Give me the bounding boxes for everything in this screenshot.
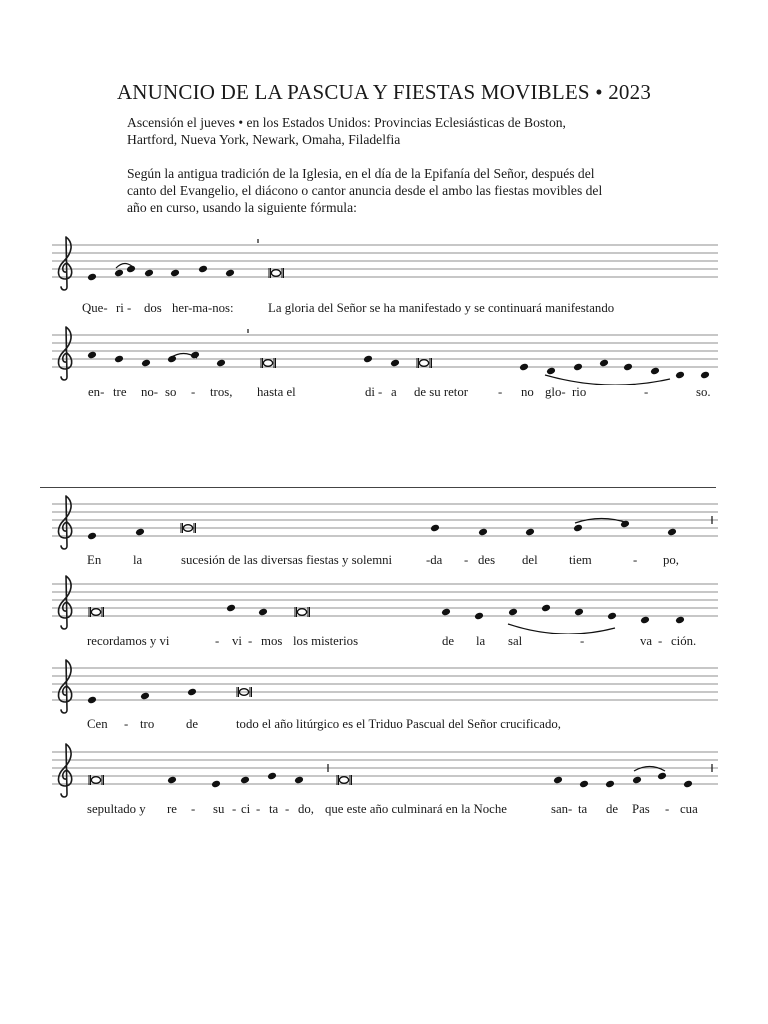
- breve-note: [91, 777, 100, 784]
- note-head: [240, 776, 250, 785]
- lyric-syllable: a: [391, 385, 397, 399]
- lyric-syllable: en-: [88, 385, 105, 399]
- lyric-syllable: recordamos y vi: [87, 634, 170, 648]
- note-head: [675, 371, 685, 380]
- note-head: [650, 367, 660, 376]
- note-head: [525, 528, 535, 537]
- lyric-syllable: -: [665, 802, 670, 816]
- lyric-syllable: -: [658, 634, 663, 648]
- note-head: [87, 532, 97, 541]
- note-head: [474, 612, 484, 621]
- lyric-syllable: -: [124, 717, 129, 731]
- note-head: [170, 269, 180, 278]
- note-head: [87, 351, 97, 360]
- note-head: [140, 692, 150, 701]
- lyric-syllable: va: [640, 634, 653, 648]
- breve-note: [271, 270, 280, 277]
- note-head: [267, 772, 277, 781]
- music-staff: [0, 658, 768, 718]
- lyric-syllable: los misterios: [293, 634, 359, 648]
- note-head: [225, 269, 235, 278]
- note-head: [198, 265, 208, 274]
- lyric-syllable: -: [580, 634, 585, 648]
- lyric-syllable: po,: [663, 553, 679, 567]
- note-head: [141, 359, 151, 368]
- slur-mark: [575, 519, 628, 524]
- lyric-syllable: cua: [680, 802, 698, 816]
- music-staff: [0, 574, 768, 634]
- breve-note: [419, 360, 428, 367]
- instructions-line: canto del Evangelio, el diácono o cantor anuncia desde el ambo las fiestas movibles del: [127, 183, 603, 198]
- lyric-syllable: vi: [232, 634, 242, 648]
- lyric-syllable: di: [365, 385, 375, 399]
- slur-mark: [545, 375, 670, 385]
- note-head: [114, 269, 124, 278]
- lyric-syllable: no-: [141, 385, 159, 399]
- lyric-syllable: -: [256, 802, 261, 816]
- lyric-syllable: La gloria del Señor se ha manifestado y se continuará manifestando: [268, 301, 615, 315]
- lyric-syllable: la: [133, 553, 143, 567]
- lyric-syllable: de: [442, 634, 455, 648]
- lyric-syllable: la: [476, 634, 486, 648]
- note-head: [167, 355, 177, 364]
- note-head: [632, 776, 642, 785]
- breve-note: [263, 360, 272, 367]
- lyric-syllable: -: [191, 802, 196, 816]
- lyric-syllable: ta: [578, 802, 588, 816]
- lyric-syllable: des: [478, 553, 496, 567]
- music-staff: [0, 235, 768, 295]
- note-head: [390, 359, 400, 368]
- note-head: [87, 273, 97, 282]
- lyric-syllable: tre: [113, 385, 127, 399]
- lyric-syllable: so.: [696, 385, 711, 399]
- lyric-syllable: do,: [298, 802, 314, 816]
- note-head: [135, 528, 145, 537]
- note-head: [541, 604, 551, 613]
- note-head: [574, 608, 584, 617]
- lyric-syllable: -da: [426, 553, 443, 567]
- lyrics-line: [0, 717, 768, 737]
- lyric-syllable: hasta el: [257, 385, 296, 399]
- lyric-syllable: -: [644, 385, 649, 399]
- note-head: [667, 528, 677, 537]
- lyric-syllable: ci: [241, 802, 251, 816]
- lyric-syllable: En: [87, 553, 102, 567]
- note-head: [546, 367, 556, 376]
- lyric-syllable: de su retor: [414, 385, 469, 399]
- lyric-syllable: san-: [551, 802, 573, 816]
- intro-paragraph: [127, 114, 667, 148]
- page-title: ANUNCIO DE LA PASCUA Y FIESTAS MOVIBLES • 2023: [116, 80, 652, 104]
- lyric-syllable: -: [633, 553, 638, 567]
- note-head: [430, 524, 440, 533]
- note-head: [363, 355, 373, 364]
- lyric-syllable: de: [606, 802, 619, 816]
- lyric-syllable: que este año culminará en la Noche: [325, 802, 507, 816]
- music-staff: [0, 742, 768, 802]
- note-head: [478, 528, 488, 537]
- lyric-syllable: -: [464, 553, 469, 567]
- intro-line: Ascensión el jueves • en los Estados Unidos: Provincias Eclesiásticas de Boston,: [127, 115, 566, 130]
- note-head: [294, 776, 304, 785]
- instructions-line: año en curso, usando la siguiente fórmula:: [127, 200, 357, 215]
- lyric-syllable: -: [378, 385, 383, 399]
- lyric-syllable: glo-: [545, 385, 566, 399]
- lyric-syllable: sucesión de las diversas fiestas y solemni: [181, 553, 393, 567]
- lyric-syllable: tro: [140, 717, 155, 731]
- note-head: [167, 776, 177, 785]
- breve-note: [339, 777, 348, 784]
- note-head: [657, 772, 667, 781]
- lyric-syllable: tros,: [210, 385, 233, 399]
- note-head: [623, 363, 633, 372]
- note-head: [700, 371, 710, 380]
- note-head: [114, 355, 124, 364]
- note-head: [144, 269, 154, 278]
- note-head: [605, 780, 615, 789]
- note-head: [258, 608, 268, 617]
- lyric-syllable: Que-: [82, 301, 108, 315]
- lyric-syllable: Pas: [632, 802, 650, 816]
- lyric-syllable: sepultado y: [87, 802, 146, 816]
- note-head: [441, 608, 451, 617]
- lyric-syllable: -: [232, 802, 237, 816]
- lyrics-line: [0, 301, 768, 321]
- lyric-syllable: her-ma-nos:: [172, 301, 234, 315]
- lyrics-line: [0, 385, 768, 405]
- lyric-syllable: del: [522, 553, 538, 567]
- note-head: [187, 688, 197, 697]
- lyric-syllable: so: [165, 385, 177, 399]
- lyric-syllable: -: [215, 634, 220, 648]
- note-head: [579, 780, 589, 789]
- instructions-paragraph: [127, 165, 667, 216]
- slur-mark: [508, 624, 615, 634]
- lyric-syllable: su: [213, 802, 225, 816]
- lyric-syllable: -: [248, 634, 253, 648]
- lyric-syllable: mos: [261, 634, 283, 648]
- breve-note: [91, 609, 100, 616]
- note-head: [519, 363, 529, 372]
- intro-line: Hartford, Nueva York, Newark, Omaha, Filadelfia: [127, 132, 401, 147]
- lyric-syllable: todo el año litúrgico es el Triduo Pascual del Señor crucificado,: [236, 717, 561, 731]
- note-head: [226, 604, 236, 613]
- lyric-syllable: -: [285, 802, 290, 816]
- lyric-syllable: rio: [572, 385, 587, 399]
- lyrics-line: [0, 634, 768, 654]
- section-divider: [40, 487, 716, 488]
- note-head: [508, 608, 518, 617]
- lyric-syllable: ta: [269, 802, 279, 816]
- lyric-syllable: -: [191, 385, 196, 399]
- note-head: [216, 359, 226, 368]
- note-head: [683, 780, 693, 789]
- note-head: [87, 696, 97, 705]
- note-head: [675, 616, 685, 625]
- lyric-syllable: de: [186, 717, 199, 731]
- lyric-syllable: -: [498, 385, 503, 399]
- note-head: [640, 616, 650, 625]
- note-head: [599, 359, 609, 368]
- lyric-syllable: Cen: [87, 717, 108, 731]
- lyric-syllable: no: [521, 385, 534, 399]
- note-head: [211, 780, 221, 789]
- slur-mark: [634, 767, 665, 772]
- lyric-syllable: dos: [144, 301, 162, 315]
- lyric-syllable: sal: [508, 634, 523, 648]
- instructions-line: Según la antigua tradición de la Iglesia, en el día de la Epifanía del Señor, después del: [127, 166, 595, 181]
- note-head: [607, 612, 617, 621]
- note-head: [553, 776, 563, 785]
- lyrics-line: [0, 802, 768, 822]
- breve-note: [297, 609, 306, 616]
- music-staff: [0, 494, 768, 554]
- lyric-syllable: ción.: [671, 634, 697, 648]
- lyrics-line: [0, 553, 768, 573]
- note-head: [573, 524, 583, 533]
- lyric-syllable: re: [167, 802, 177, 816]
- note-head: [573, 363, 583, 372]
- music-staff: [0, 325, 768, 385]
- lyric-syllable: tiem: [569, 553, 592, 567]
- lyric-syllable: ri -: [116, 301, 132, 315]
